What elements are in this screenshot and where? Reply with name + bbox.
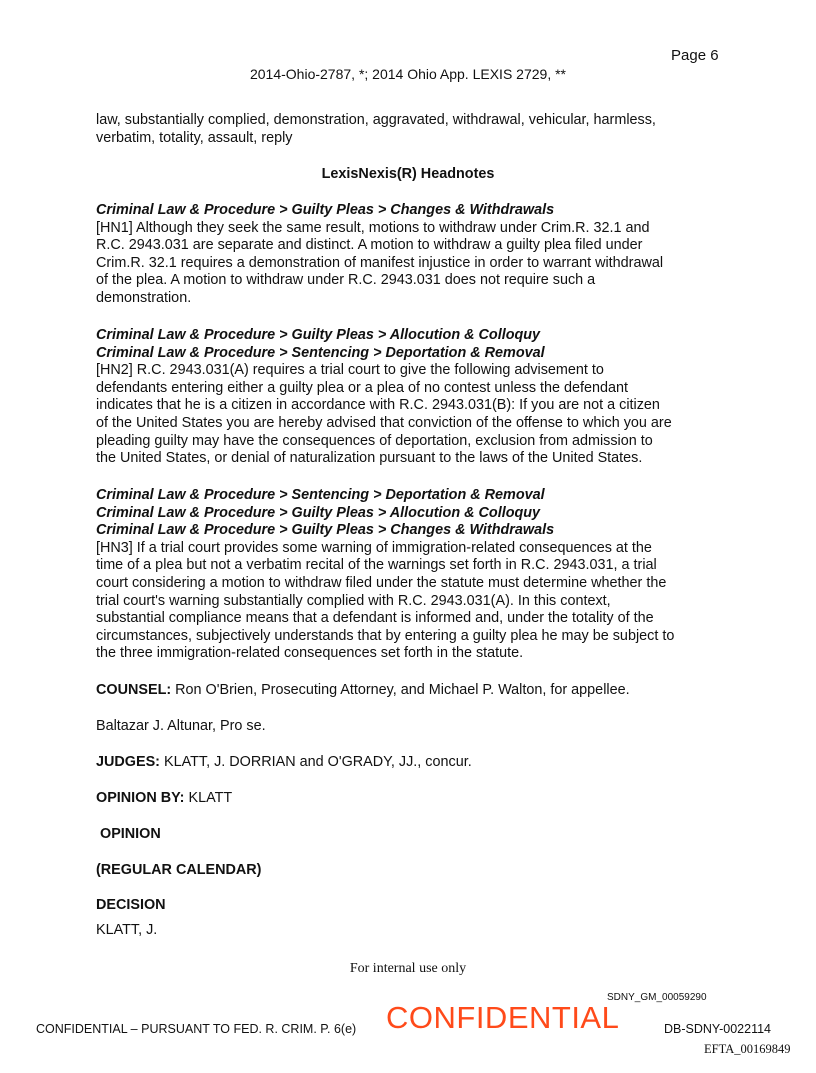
headnote-text-line: circumstances, subjectively understands that by entering a guilty plea he may be subject to bbox=[96, 627, 675, 644]
judges-text: KLATT, J. DORRIAN and O'GRADY, JJ., concur. bbox=[159, 754, 472, 770]
efta-number: EFTA_00169849 bbox=[704, 1042, 791, 1056]
headnote-text-line: trial court's warning substantially complied with R.C. 2943.031(A). In this context, bbox=[96, 592, 611, 609]
opinion-heading: OPINION bbox=[100, 826, 161, 842]
headnotes-title: LexisNexis(R) Headnotes bbox=[321, 166, 495, 182]
opinion-by-line bbox=[96, 790, 728, 808]
headnote-text-line: demonstration. bbox=[96, 289, 192, 306]
counsel-text: Ron O'Brien, Prosecuting Attorney, and Michael P. Walton, for appellee. bbox=[171, 682, 630, 698]
bates-number-db: DB-SDNY-0022114 bbox=[664, 1022, 772, 1036]
internal-use-notice: For internal use only bbox=[349, 961, 467, 976]
headnote-category[interactable]: Criminal Law & Procedure > Guilty Pleas > Allocution & Colloquy bbox=[96, 504, 541, 521]
headnote-3 bbox=[96, 487, 728, 663]
headnote-text-line: [HN1] Although they seek the same result, motions to withdraw under Crim.R. 32.1 and bbox=[96, 219, 650, 236]
headnote-text-line: pleading guilty may have the consequences of deportation, exclusion from admission to bbox=[96, 432, 653, 449]
headnote-text-line: of the United States you are hereby advised that conviction of the offense to which you are bbox=[96, 414, 672, 431]
headnote-1 bbox=[96, 202, 728, 308]
headnote-category[interactable]: Criminal Law & Procedure > Sentencing > Deportation & Removal bbox=[96, 344, 545, 361]
headnote-text-line: [HN3] If a trial court provides some warning of immigration-related consequences at the bbox=[96, 539, 652, 556]
keywords-line: verbatim, totality, assault, reply bbox=[96, 129, 293, 146]
headnote-text-line: court considering a motion to withdraw filed under the statute must determine whether the bbox=[96, 574, 667, 591]
keywords-block bbox=[96, 112, 728, 147]
headnote-category[interactable]: Criminal Law & Procedure > Guilty Pleas > Changes & Withdrawals bbox=[96, 202, 555, 218]
headnote-text-line: [HN2] R.C. 2943.031(A) requires a trial court to give the following advisement to bbox=[96, 362, 604, 379]
decision-heading: DECISION bbox=[96, 897, 166, 913]
headnote-text-line: R.C. 2943.031 are separate and distinct. A motion to withdraw a guilty plea filed under bbox=[96, 237, 643, 254]
opinion-by-text: KLATT bbox=[184, 790, 233, 806]
headnote-text-line: substantial compliance means that a defendant is informed and, under the totality of the bbox=[96, 610, 654, 627]
case-citation: 2014-Ohio-2787, *; 2014 Ohio App. LEXIS 2729, ** bbox=[249, 66, 566, 82]
headnote-text-line: defendants entering either a guilty plea or a plea of no contest unless the defendant bbox=[96, 379, 629, 396]
headnote-text-line: time of a plea but not a verbatim recital of the warnings set forth in R.C. 2943.031, a trial bbox=[96, 557, 657, 574]
counsel-line bbox=[96, 682, 728, 700]
headnote-2 bbox=[96, 327, 728, 468]
keywords-line: law, substantially complied, demonstration, aggravated, withdrawal, vehicular, harmless, bbox=[96, 112, 656, 128]
headnote-category[interactable]: Criminal Law & Procedure > Guilty Pleas > Allocution & Colloquy bbox=[96, 327, 541, 343]
counsel-label: COUNSEL: bbox=[96, 682, 172, 698]
opinion-by-label: OPINION BY: bbox=[96, 790, 185, 806]
bates-number-gm: SDNY_GM_00059290 bbox=[607, 992, 707, 1003]
judges-line bbox=[96, 754, 728, 772]
headnote-text-line: Crim.R. 32.1 requires a demonstration of manifest injustice in order to warrant withdrawal bbox=[96, 254, 664, 271]
headnote-text-line: of the plea. A motion to withdraw under R.C. 2943.031 does not require such a bbox=[96, 272, 596, 289]
author-line: KLATT, J. bbox=[96, 922, 158, 938]
headnote-category[interactable]: Criminal Law & Procedure > Guilty Pleas > Changes & Withdrawals bbox=[96, 522, 555, 539]
confidential-stamp: CONFIDENTIAL bbox=[386, 1000, 620, 1035]
headnote-text-line: the United States, or denial of naturalization pursuant to the laws of the United States. bbox=[96, 450, 643, 467]
judges-label: JUDGES: bbox=[96, 754, 160, 770]
headnote-text-line: indicates that he is a citizen in accordance with R.C. 2943.031(B): If you are not a citizen bbox=[96, 397, 660, 414]
confidential-notice: CONFIDENTIAL – PURSUANT TO FED. R. CRIM. P. 6(e) bbox=[36, 1022, 357, 1036]
headnote-category[interactable]: Criminal Law & Procedure > Sentencing > Deportation & Removal bbox=[96, 487, 545, 503]
calendar-heading: (REGULAR CALENDAR) bbox=[96, 862, 262, 878]
headnote-text-line: the three immigration-related consequences set forth in the statute. bbox=[96, 645, 524, 662]
pro-se-line: Baltazar J. Altunar, Pro se. bbox=[96, 718, 266, 734]
page-number: Page 6 bbox=[671, 47, 719, 64]
